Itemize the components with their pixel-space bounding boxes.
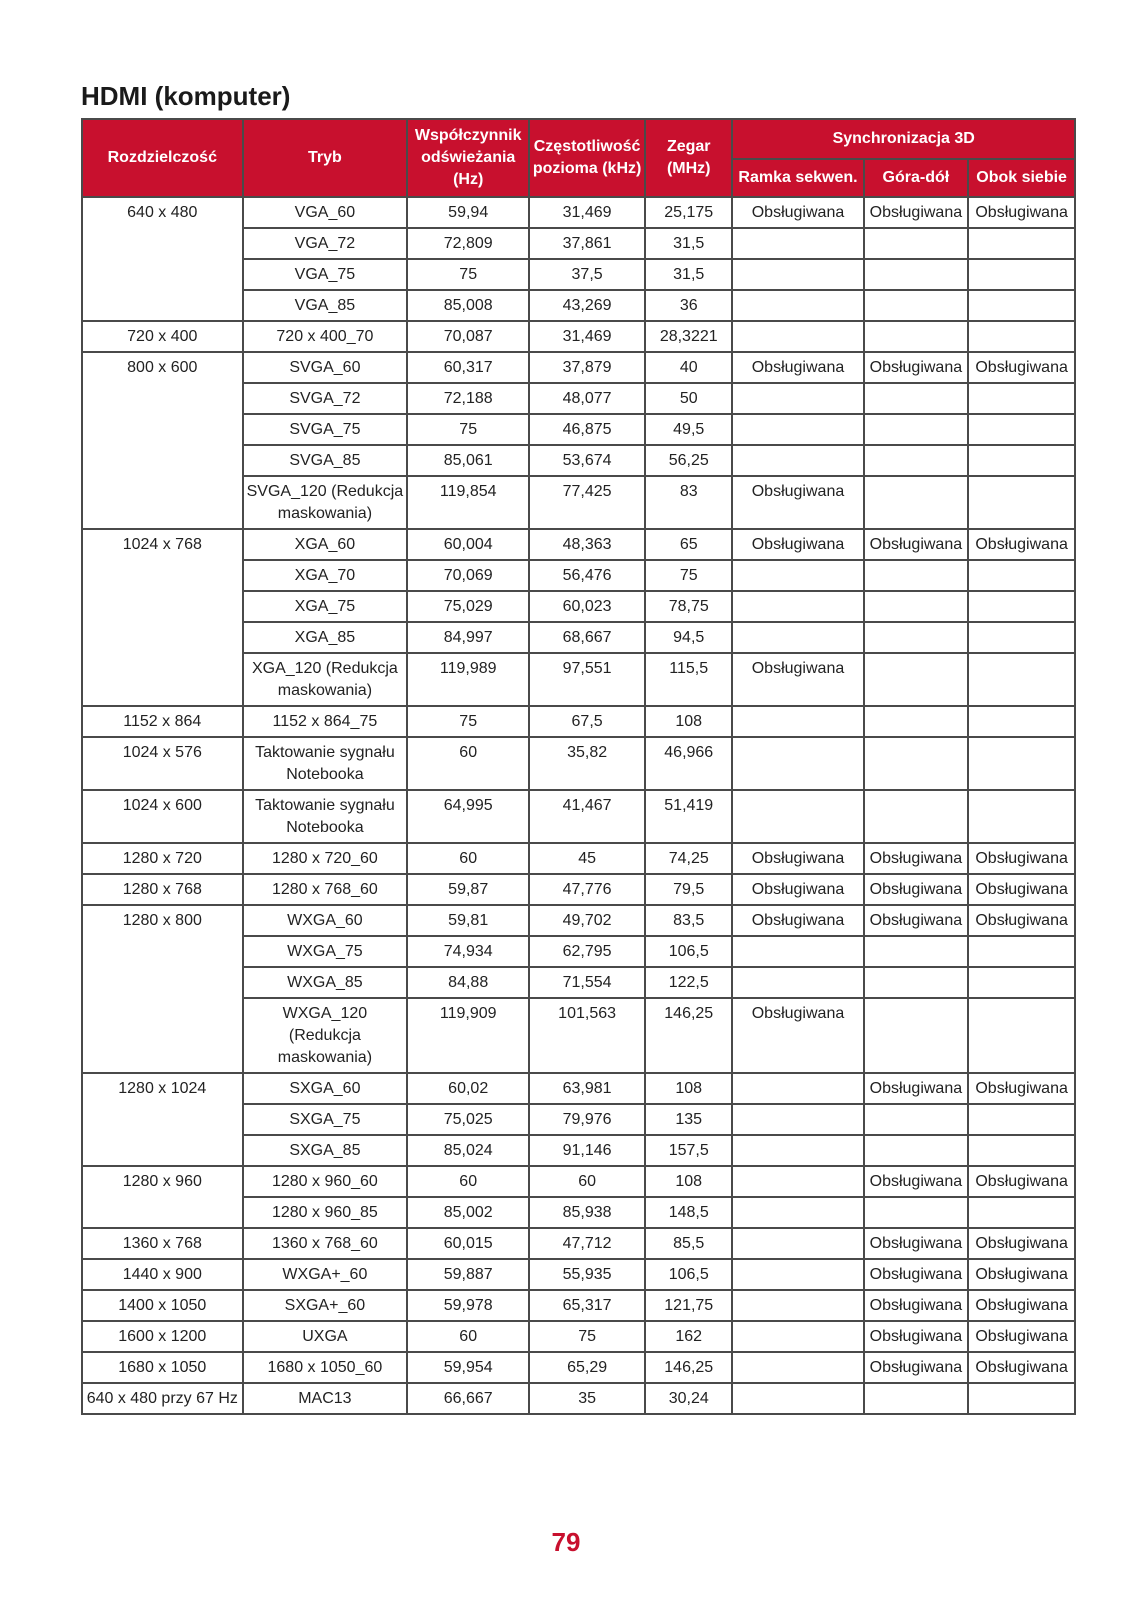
resolution-cell: 1280 x 800 xyxy=(82,905,243,1073)
top-bottom-cell xyxy=(864,445,969,476)
header-top-bottom: Góra-dół xyxy=(864,159,969,197)
horizontal-frequency-cell: 47,712 xyxy=(529,1228,645,1259)
horizontal-frequency-cell: 43,269 xyxy=(529,290,645,321)
top-bottom-cell xyxy=(864,476,969,529)
table-row xyxy=(82,1383,1075,1414)
frame-sequential-cell xyxy=(732,1104,863,1135)
resolution-cell: 640 x 480 xyxy=(82,197,243,321)
refresh-rate-cell: 60,004 xyxy=(407,529,529,560)
horizontal-frequency-cell: 63,981 xyxy=(529,1073,645,1104)
side-by-side-cell: Obsługiwana xyxy=(968,197,1075,228)
clock-cell: 56,25 xyxy=(645,445,732,476)
refresh-rate-cell: 59,87 xyxy=(407,874,529,905)
mode-cell: SVGA_75 xyxy=(243,414,408,445)
refresh-rate-cell: 66,667 xyxy=(407,1383,529,1414)
frame-sequential-cell: Obsługiwana xyxy=(732,998,863,1073)
top-bottom-cell xyxy=(864,228,969,259)
refresh-rate-cell: 75 xyxy=(407,706,529,737)
clock-cell: 79,5 xyxy=(645,874,732,905)
top-bottom-cell xyxy=(864,998,969,1073)
mode-cell: MAC13 xyxy=(243,1383,408,1414)
top-bottom-cell xyxy=(864,1197,969,1228)
top-bottom-cell: Obsługiwana xyxy=(864,905,969,936)
mode-cell: VGA_75 xyxy=(243,259,408,290)
refresh-rate-cell: 85,008 xyxy=(407,290,529,321)
table-row xyxy=(82,790,1075,843)
mode-cell: 1280 x 768_60 xyxy=(243,874,408,905)
top-bottom-cell: Obsługiwana xyxy=(864,529,969,560)
clock-cell: 49,5 xyxy=(645,414,732,445)
frame-sequential-cell xyxy=(732,321,863,352)
refresh-rate-cell: 59,954 xyxy=(407,1352,529,1383)
refresh-rate-cell: 85,002 xyxy=(407,1197,529,1228)
top-bottom-cell xyxy=(864,414,969,445)
resolution-cell: 1152 x 864 xyxy=(82,706,243,737)
clock-cell: 51,419 xyxy=(645,790,732,843)
horizontal-frequency-cell: 35,82 xyxy=(529,737,645,790)
mode-cell: XGA_85 xyxy=(243,622,408,653)
clock-cell: 157,5 xyxy=(645,1135,732,1166)
frame-sequential-cell: Obsługiwana xyxy=(732,352,863,383)
clock-cell: 78,75 xyxy=(645,591,732,622)
clock-cell: 106,5 xyxy=(645,1259,732,1290)
horizontal-frequency-cell: 37,879 xyxy=(529,352,645,383)
mode-cell: SVGA_120 (Redukcja maskowania) xyxy=(243,476,408,529)
clock-cell: 50 xyxy=(645,383,732,414)
clock-cell: 146,25 xyxy=(645,1352,732,1383)
side-by-side-cell: Obsługiwana xyxy=(968,1073,1075,1104)
frame-sequential-cell xyxy=(732,1321,863,1352)
refresh-rate-cell: 74,934 xyxy=(407,936,529,967)
resolution-cell: 1024 x 576 xyxy=(82,737,243,790)
top-bottom-cell: Obsługiwana xyxy=(864,843,969,874)
mode-cell: SXGA_60 xyxy=(243,1073,408,1104)
horizontal-frequency-cell: 65,29 xyxy=(529,1352,645,1383)
horizontal-frequency-cell: 91,146 xyxy=(529,1135,645,1166)
side-by-side-cell: Obsługiwana xyxy=(968,843,1075,874)
top-bottom-cell xyxy=(864,290,969,321)
side-by-side-cell xyxy=(968,967,1075,998)
refresh-rate-cell: 59,94 xyxy=(407,197,529,228)
horizontal-frequency-cell: 62,795 xyxy=(529,936,645,967)
top-bottom-cell: Obsługiwana xyxy=(864,874,969,905)
clock-cell: 162 xyxy=(645,1321,732,1352)
refresh-rate-cell: 60 xyxy=(407,1166,529,1197)
mode-cell: Taktowanie sygnału Notebooka xyxy=(243,737,408,790)
refresh-rate-cell: 60,015 xyxy=(407,1228,529,1259)
mode-cell: 1360 x 768_60 xyxy=(243,1228,408,1259)
table-row xyxy=(82,1166,1075,1197)
frame-sequential-cell: Obsługiwana xyxy=(732,653,863,706)
horizontal-frequency-cell: 60,023 xyxy=(529,591,645,622)
side-by-side-cell xyxy=(968,414,1075,445)
mode-cell: VGA_60 xyxy=(243,197,408,228)
side-by-side-cell xyxy=(968,259,1075,290)
frame-sequential-cell xyxy=(732,560,863,591)
top-bottom-cell: Obsługiwana xyxy=(864,1259,969,1290)
resolution-cell: 1440 x 900 xyxy=(82,1259,243,1290)
refresh-rate-cell: 64,995 xyxy=(407,790,529,843)
side-by-side-cell: Obsługiwana xyxy=(968,905,1075,936)
clock-cell: 30,24 xyxy=(645,1383,732,1414)
side-by-side-cell xyxy=(968,560,1075,591)
clock-cell: 122,5 xyxy=(645,967,732,998)
clock-cell: 121,75 xyxy=(645,1290,732,1321)
refresh-rate-cell: 70,069 xyxy=(407,560,529,591)
clock-cell: 74,25 xyxy=(645,843,732,874)
frame-sequential-cell xyxy=(732,383,863,414)
frame-sequential-cell: Obsługiwana xyxy=(732,843,863,874)
clock-cell: 25,175 xyxy=(645,197,732,228)
frame-sequential-cell xyxy=(732,622,863,653)
table-row xyxy=(82,1073,1075,1104)
frame-sequential-cell xyxy=(732,1197,863,1228)
mode-cell: XGA_120 (Redukcja maskowania) xyxy=(243,653,408,706)
mode-cell: WXGA_60 xyxy=(243,905,408,936)
side-by-side-cell: Obsługiwana xyxy=(968,1321,1075,1352)
side-by-side-cell: Obsługiwana xyxy=(968,352,1075,383)
refresh-rate-cell: 84,997 xyxy=(407,622,529,653)
frame-sequential-cell xyxy=(732,414,863,445)
table-row xyxy=(82,905,1075,936)
frame-sequential-cell xyxy=(732,228,863,259)
table-row xyxy=(82,874,1075,905)
refresh-rate-cell: 84,88 xyxy=(407,967,529,998)
clock-cell: 75 xyxy=(645,560,732,591)
table-row xyxy=(82,1259,1075,1290)
horizontal-frequency-cell: 60 xyxy=(529,1166,645,1197)
mode-cell: SXGA_85 xyxy=(243,1135,408,1166)
resolution-cell: 1360 x 768 xyxy=(82,1228,243,1259)
top-bottom-cell: Obsługiwana xyxy=(864,1073,969,1104)
horizontal-frequency-cell: 75 xyxy=(529,1321,645,1352)
refresh-rate-cell: 75,029 xyxy=(407,591,529,622)
resolution-cell: 1400 x 1050 xyxy=(82,1290,243,1321)
top-bottom-cell: Obsługiwana xyxy=(864,1166,969,1197)
clock-cell: 135 xyxy=(645,1104,732,1135)
mode-cell: 1152 x 864_75 xyxy=(243,706,408,737)
mode-cell: 1280 x 960_60 xyxy=(243,1166,408,1197)
side-by-side-cell xyxy=(968,936,1075,967)
resolution-cell: 1680 x 1050 xyxy=(82,1352,243,1383)
mode-cell: SXGA_75 xyxy=(243,1104,408,1135)
top-bottom-cell: Obsługiwana xyxy=(864,1321,969,1352)
resolution-cell: 640 x 480 przy 67 Hz xyxy=(82,1383,243,1414)
mode-cell: Taktowanie sygnału Notebooka xyxy=(243,790,408,843)
side-by-side-cell xyxy=(968,998,1075,1073)
horizontal-frequency-cell: 47,776 xyxy=(529,874,645,905)
top-bottom-cell xyxy=(864,560,969,591)
clock-cell: 28,3221 xyxy=(645,321,732,352)
clock-cell: 108 xyxy=(645,1166,732,1197)
frame-sequential-cell xyxy=(732,290,863,321)
side-by-side-cell xyxy=(968,1135,1075,1166)
mode-cell: SVGA_60 xyxy=(243,352,408,383)
table-row xyxy=(82,737,1075,790)
resolution-cell: 800 x 600 xyxy=(82,352,243,529)
side-by-side-cell: Obsługiwana xyxy=(968,1352,1075,1383)
mode-cell: SVGA_85 xyxy=(243,445,408,476)
top-bottom-cell xyxy=(864,706,969,737)
header-clock: Zegar (MHz) xyxy=(645,119,732,197)
mode-cell: VGA_72 xyxy=(243,228,408,259)
refresh-rate-cell: 75 xyxy=(407,259,529,290)
horizontal-frequency-cell: 31,469 xyxy=(529,197,645,228)
clock-cell: 40 xyxy=(645,352,732,383)
horizontal-frequency-cell: 55,935 xyxy=(529,1259,645,1290)
clock-cell: 85,5 xyxy=(645,1228,732,1259)
frame-sequential-cell xyxy=(732,790,863,843)
table-row xyxy=(82,352,1075,383)
timing-table xyxy=(81,118,1076,1415)
mode-cell: 1280 x 720_60 xyxy=(243,843,408,874)
top-bottom-cell: Obsługiwana xyxy=(864,352,969,383)
clock-cell: 106,5 xyxy=(645,936,732,967)
clock-cell: 108 xyxy=(645,1073,732,1104)
top-bottom-cell xyxy=(864,383,969,414)
header-sync-3d: Synchronizacja 3D xyxy=(732,119,1075,159)
resolution-cell: 1280 x 1024 xyxy=(82,1073,243,1166)
horizontal-frequency-cell: 77,425 xyxy=(529,476,645,529)
side-by-side-cell: Obsługiwana xyxy=(968,1290,1075,1321)
horizontal-frequency-cell: 71,554 xyxy=(529,967,645,998)
table-row xyxy=(82,843,1075,874)
mode-cell: XGA_70 xyxy=(243,560,408,591)
clock-cell: 83 xyxy=(645,476,732,529)
clock-cell: 94,5 xyxy=(645,622,732,653)
horizontal-frequency-cell: 56,476 xyxy=(529,560,645,591)
resolution-cell: 1280 x 960 xyxy=(82,1166,243,1228)
horizontal-frequency-cell: 37,861 xyxy=(529,228,645,259)
mode-cell: 1680 x 1050_60 xyxy=(243,1352,408,1383)
top-bottom-cell xyxy=(864,591,969,622)
side-by-side-cell xyxy=(968,476,1075,529)
refresh-rate-cell: 75 xyxy=(407,414,529,445)
frame-sequential-cell xyxy=(732,1228,863,1259)
side-by-side-cell xyxy=(968,737,1075,790)
table-row xyxy=(82,1352,1075,1383)
mode-cell: WXGA_120 (Redukcja maskowania) xyxy=(243,998,408,1073)
horizontal-frequency-cell: 35 xyxy=(529,1383,645,1414)
top-bottom-cell xyxy=(864,967,969,998)
top-bottom-cell xyxy=(864,321,969,352)
refresh-rate-cell: 59,978 xyxy=(407,1290,529,1321)
side-by-side-cell xyxy=(968,228,1075,259)
horizontal-frequency-cell: 31,469 xyxy=(529,321,645,352)
top-bottom-cell: Obsługiwana xyxy=(864,1352,969,1383)
refresh-rate-cell: 59,81 xyxy=(407,905,529,936)
table-body xyxy=(82,197,1075,1414)
refresh-rate-cell: 59,887 xyxy=(407,1259,529,1290)
top-bottom-cell: Obsługiwana xyxy=(864,197,969,228)
frame-sequential-cell xyxy=(732,1290,863,1321)
resolution-cell: 1024 x 600 xyxy=(82,790,243,843)
refresh-rate-cell: 119,909 xyxy=(407,998,529,1073)
top-bottom-cell xyxy=(864,790,969,843)
header-side-by-side: Obok siebie xyxy=(968,159,1075,197)
clock-cell: 83,5 xyxy=(645,905,732,936)
refresh-rate-cell: 85,061 xyxy=(407,445,529,476)
frame-sequential-cell: Obsługiwana xyxy=(732,197,863,228)
refresh-rate-cell: 60,02 xyxy=(407,1073,529,1104)
header-resolution: Rozdzielczość xyxy=(82,119,243,197)
mode-cell: VGA_85 xyxy=(243,290,408,321)
horizontal-frequency-cell: 65,317 xyxy=(529,1290,645,1321)
mode-cell: XGA_75 xyxy=(243,591,408,622)
table-row xyxy=(82,197,1075,228)
resolution-cell: 1600 x 1200 xyxy=(82,1321,243,1352)
side-by-side-cell xyxy=(968,321,1075,352)
mode-cell: SVGA_72 xyxy=(243,383,408,414)
frame-sequential-cell: Obsługiwana xyxy=(732,905,863,936)
frame-sequential-cell xyxy=(732,967,863,998)
mode-cell: SXGA+_60 xyxy=(243,1290,408,1321)
mode-cell: UXGA xyxy=(243,1321,408,1352)
frame-sequential-cell: Obsługiwana xyxy=(732,874,863,905)
side-by-side-cell xyxy=(968,290,1075,321)
mode-cell: 720 x 400_70 xyxy=(243,321,408,352)
side-by-side-cell xyxy=(968,445,1075,476)
table-row xyxy=(82,706,1075,737)
refresh-rate-cell: 119,854 xyxy=(407,476,529,529)
mode-cell: XGA_60 xyxy=(243,529,408,560)
horizontal-frequency-cell: 79,976 xyxy=(529,1104,645,1135)
side-by-side-cell xyxy=(968,591,1075,622)
horizontal-frequency-cell: 48,363 xyxy=(529,529,645,560)
side-by-side-cell: Obsługiwana xyxy=(968,1259,1075,1290)
table-row xyxy=(82,321,1075,352)
clock-cell: 36 xyxy=(645,290,732,321)
top-bottom-cell xyxy=(864,1104,969,1135)
table-row xyxy=(82,1228,1075,1259)
clock-cell: 115,5 xyxy=(645,653,732,706)
mode-cell: WXGA_85 xyxy=(243,967,408,998)
refresh-rate-cell: 85,024 xyxy=(407,1135,529,1166)
horizontal-frequency-cell: 41,467 xyxy=(529,790,645,843)
horizontal-frequency-cell: 85,938 xyxy=(529,1197,645,1228)
table-header xyxy=(82,119,1075,197)
side-by-side-cell: Obsługiwana xyxy=(968,1166,1075,1197)
frame-sequential-cell xyxy=(732,1135,863,1166)
frame-sequential-cell xyxy=(732,737,863,790)
clock-cell: 31,5 xyxy=(645,228,732,259)
refresh-rate-cell: 60 xyxy=(407,737,529,790)
horizontal-frequency-cell: 67,5 xyxy=(529,706,645,737)
clock-cell: 46,966 xyxy=(645,737,732,790)
top-bottom-cell xyxy=(864,936,969,967)
frame-sequential-cell xyxy=(732,259,863,290)
top-bottom-cell: Obsługiwana xyxy=(864,1290,969,1321)
top-bottom-cell xyxy=(864,737,969,790)
refresh-rate-cell: 119,989 xyxy=(407,653,529,706)
refresh-rate-cell: 70,087 xyxy=(407,321,529,352)
top-bottom-cell xyxy=(864,653,969,706)
frame-sequential-cell xyxy=(732,591,863,622)
horizontal-frequency-cell: 101,563 xyxy=(529,998,645,1073)
side-by-side-cell xyxy=(968,1104,1075,1135)
side-by-side-cell xyxy=(968,1197,1075,1228)
side-by-side-cell: Obsługiwana xyxy=(968,1228,1075,1259)
horizontal-frequency-cell: 45 xyxy=(529,843,645,874)
page-title: HDMI (komputer) xyxy=(81,81,291,111)
mode-cell: 1280 x 960_85 xyxy=(243,1197,408,1228)
header-horizontal-frequency: Częstotliwość pozioma (kHz) xyxy=(529,119,645,197)
horizontal-frequency-cell: 48,077 xyxy=(529,383,645,414)
side-by-side-cell: Obsługiwana xyxy=(968,874,1075,905)
mode-cell: WXGA_75 xyxy=(243,936,408,967)
clock-cell: 31,5 xyxy=(645,259,732,290)
horizontal-frequency-cell: 68,667 xyxy=(529,622,645,653)
frame-sequential-cell xyxy=(732,445,863,476)
header-mode: Tryb xyxy=(243,119,408,197)
refresh-rate-cell: 72,809 xyxy=(407,228,529,259)
refresh-rate-cell: 72,188 xyxy=(407,383,529,414)
horizontal-frequency-cell: 97,551 xyxy=(529,653,645,706)
side-by-side-cell xyxy=(968,383,1075,414)
horizontal-frequency-cell: 37,5 xyxy=(529,259,645,290)
frame-sequential-cell xyxy=(732,1166,863,1197)
top-bottom-cell: Obsługiwana xyxy=(864,1228,969,1259)
frame-sequential-cell xyxy=(732,1352,863,1383)
resolution-cell: 1280 x 768 xyxy=(82,874,243,905)
frame-sequential-cell: Obsługiwana xyxy=(732,476,863,529)
table-row xyxy=(82,1321,1075,1352)
side-by-side-cell xyxy=(968,622,1075,653)
frame-sequential-cell xyxy=(732,706,863,737)
header-refresh-rate: Współczynnik odświeżania (Hz) xyxy=(407,119,529,197)
top-bottom-cell xyxy=(864,1383,969,1414)
resolution-cell: 1024 x 768 xyxy=(82,529,243,706)
table-row xyxy=(82,1290,1075,1321)
clock-cell: 108 xyxy=(645,706,732,737)
refresh-rate-cell: 60,317 xyxy=(407,352,529,383)
frame-sequential-cell: Obsługiwana xyxy=(732,529,863,560)
page-number: 79 xyxy=(551,1527,581,1557)
clock-cell: 146,25 xyxy=(645,998,732,1073)
horizontal-frequency-cell: 46,875 xyxy=(529,414,645,445)
top-bottom-cell xyxy=(864,622,969,653)
frame-sequential-cell xyxy=(732,1383,863,1414)
frame-sequential-cell xyxy=(732,1073,863,1104)
top-bottom-cell xyxy=(864,259,969,290)
clock-cell: 65 xyxy=(645,529,732,560)
frame-sequential-cell xyxy=(732,1259,863,1290)
horizontal-frequency-cell: 49,702 xyxy=(529,905,645,936)
side-by-side-cell xyxy=(968,653,1075,706)
clock-cell: 148,5 xyxy=(645,1197,732,1228)
refresh-rate-cell: 75,025 xyxy=(407,1104,529,1135)
frame-sequential-cell xyxy=(732,936,863,967)
side-by-side-cell xyxy=(968,706,1075,737)
refresh-rate-cell: 60 xyxy=(407,843,529,874)
refresh-rate-cell: 60 xyxy=(407,1321,529,1352)
top-bottom-cell xyxy=(864,1135,969,1166)
resolution-cell: 720 x 400 xyxy=(82,321,243,352)
mode-cell: WXGA+_60 xyxy=(243,1259,408,1290)
resolution-cell: 1280 x 720 xyxy=(82,843,243,874)
header-frame-sequential: Ramka sekwen. xyxy=(732,159,863,197)
side-by-side-cell xyxy=(968,1383,1075,1414)
horizontal-frequency-cell: 53,674 xyxy=(529,445,645,476)
table-row xyxy=(82,529,1075,560)
side-by-side-cell xyxy=(968,790,1075,843)
side-by-side-cell: Obsługiwana xyxy=(968,529,1075,560)
